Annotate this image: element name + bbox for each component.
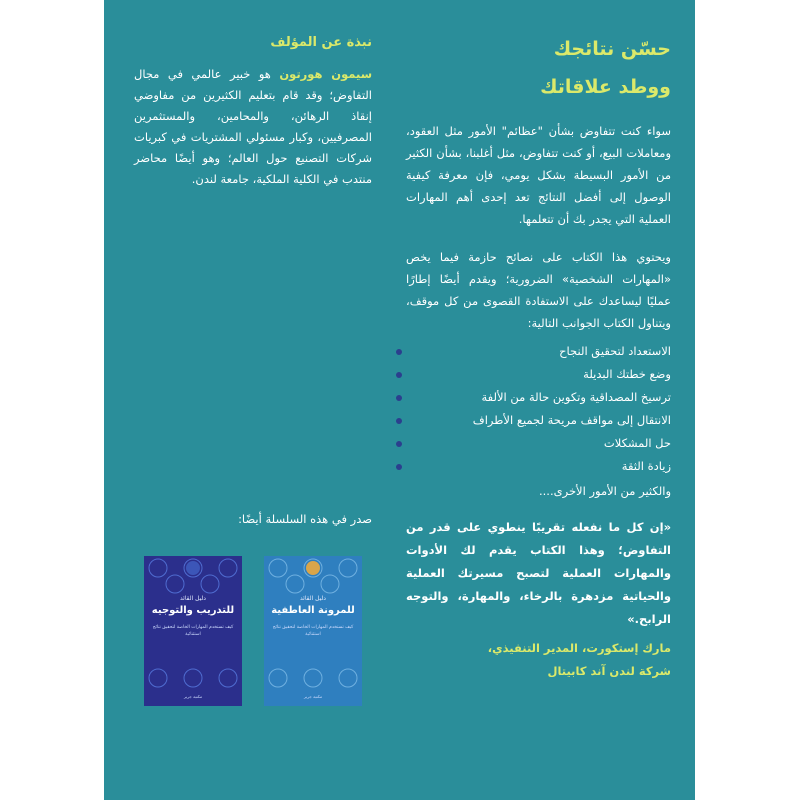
description-column — [406, 30, 671, 683]
headline-line-2: ووطد علاقاتك — [540, 76, 671, 98]
bullet-icon — [396, 464, 402, 470]
series-heading: صدر في هذه السلسلة أيضًا: — [238, 512, 372, 526]
about-author-heading: نبذة عن المؤلف — [270, 35, 372, 50]
book-cover-resilience — [264, 556, 362, 706]
book-cover-coaching — [144, 556, 242, 706]
headline-line-1: حسّن نتائجك — [553, 38, 671, 60]
contents-paragraph: ويحتوي هذا الكتاب على نصائح حازمة فيما يخص «المهارات الشخصية» الضرورية؛ ويقدم أيضًا إطارًا عمليًا ليساعدك على الاستفادة القصوى من كل موقف، ويتناول الكتاب الجوانب التالية: — [406, 250, 671, 330]
book-title: للتدريب والتوجيه — [151, 605, 235, 616]
list-item: حل المشكلات — [406, 432, 671, 455]
list-item: الانتقال إلى مواقف مريحة لجميع الأطراف — [406, 409, 671, 432]
more-text: والكثير من الأمور الأخرى.... — [538, 484, 671, 498]
book-subtitle: كيف تستخدم المهارات الخاصة لتحقيق نتائج استثنائية — [272, 625, 354, 637]
book-publisher: مكتبة جرير — [303, 694, 323, 699]
about-author-column — [134, 32, 372, 190]
list-item: الاستعداد لتحقيق النجاح — [406, 340, 671, 363]
topics-list — [406, 340, 671, 478]
about-author-text — [134, 64, 372, 190]
bullet-icon — [396, 395, 402, 401]
back-cover-panel — [104, 0, 695, 800]
testimonial-quote: «إن كل ما نفعله تقريبًا ينطوي على قدر من التفاوض؛ وهذا الكتاب يقدم لك الأدوات والمهارات العملية لتصبح مسيرتك العملية والحياتية مزدهرة بالرخاء، والمهارة، والتوجه الرابح.» — [406, 520, 671, 626]
book-subtitle: كيف تستخدم المهارات الخاصة لتحقيق نتائج استثنائية — [152, 625, 234, 637]
bullet-icon — [396, 418, 402, 424]
book-publisher: مكتبة جرير — [183, 694, 203, 699]
list-item: وضع خطتك البديلة — [406, 363, 671, 386]
intro-paragraph: سواء كنت تتفاوض بشأن "عظائم" الأمور مثل العقود، ومعاملات البيع، أو كنت تتفاوض، مثل أغلبنا، بشأن الكثير من الأمور البسيطة بشكل يومي، فإن معرفة كيفية الوصول إلى أفضل النتائج تعد إحدى أهم المهارات العملية التي يجدر بك أن تتعلمها. — [406, 124, 671, 226]
bullet-icon — [396, 372, 402, 378]
attribution-line-1: مارك إستكورت، المدير التنفيذي، — [487, 641, 671, 655]
attribution-line-2: شركة لندن آند كابيتال — [547, 664, 671, 678]
book-series-label: دليل القائد — [300, 595, 326, 602]
book-title: للمرونة العاطفية — [271, 605, 355, 616]
bullet-icon — [396, 441, 402, 447]
testimonial-attribution — [406, 637, 671, 683]
list-item: ترسيخ المصداقية وتكوين حالة من الألفة — [406, 386, 671, 409]
headline — [406, 30, 671, 106]
book-series-label: دليل القائد — [180, 595, 206, 602]
author-name: سيمون هورتون — [279, 67, 373, 81]
author-bio: هو خبير عالمي في مجال التفاوض؛ وقد قام بتعليم الكثيرين من مفاوضي إنقاذ الرهائن، والمحامين، والمستثمرين المصرفيين، وكبار مسئولي المشتريات في كبريات شركات التصنيع حول العالم؛ وهو أيضًا محاضر منتدب في الكلية الملكية، جامعة لندن. — [134, 67, 372, 186]
bullet-icon — [396, 349, 402, 355]
list-item: زيادة الثقة — [406, 455, 671, 478]
